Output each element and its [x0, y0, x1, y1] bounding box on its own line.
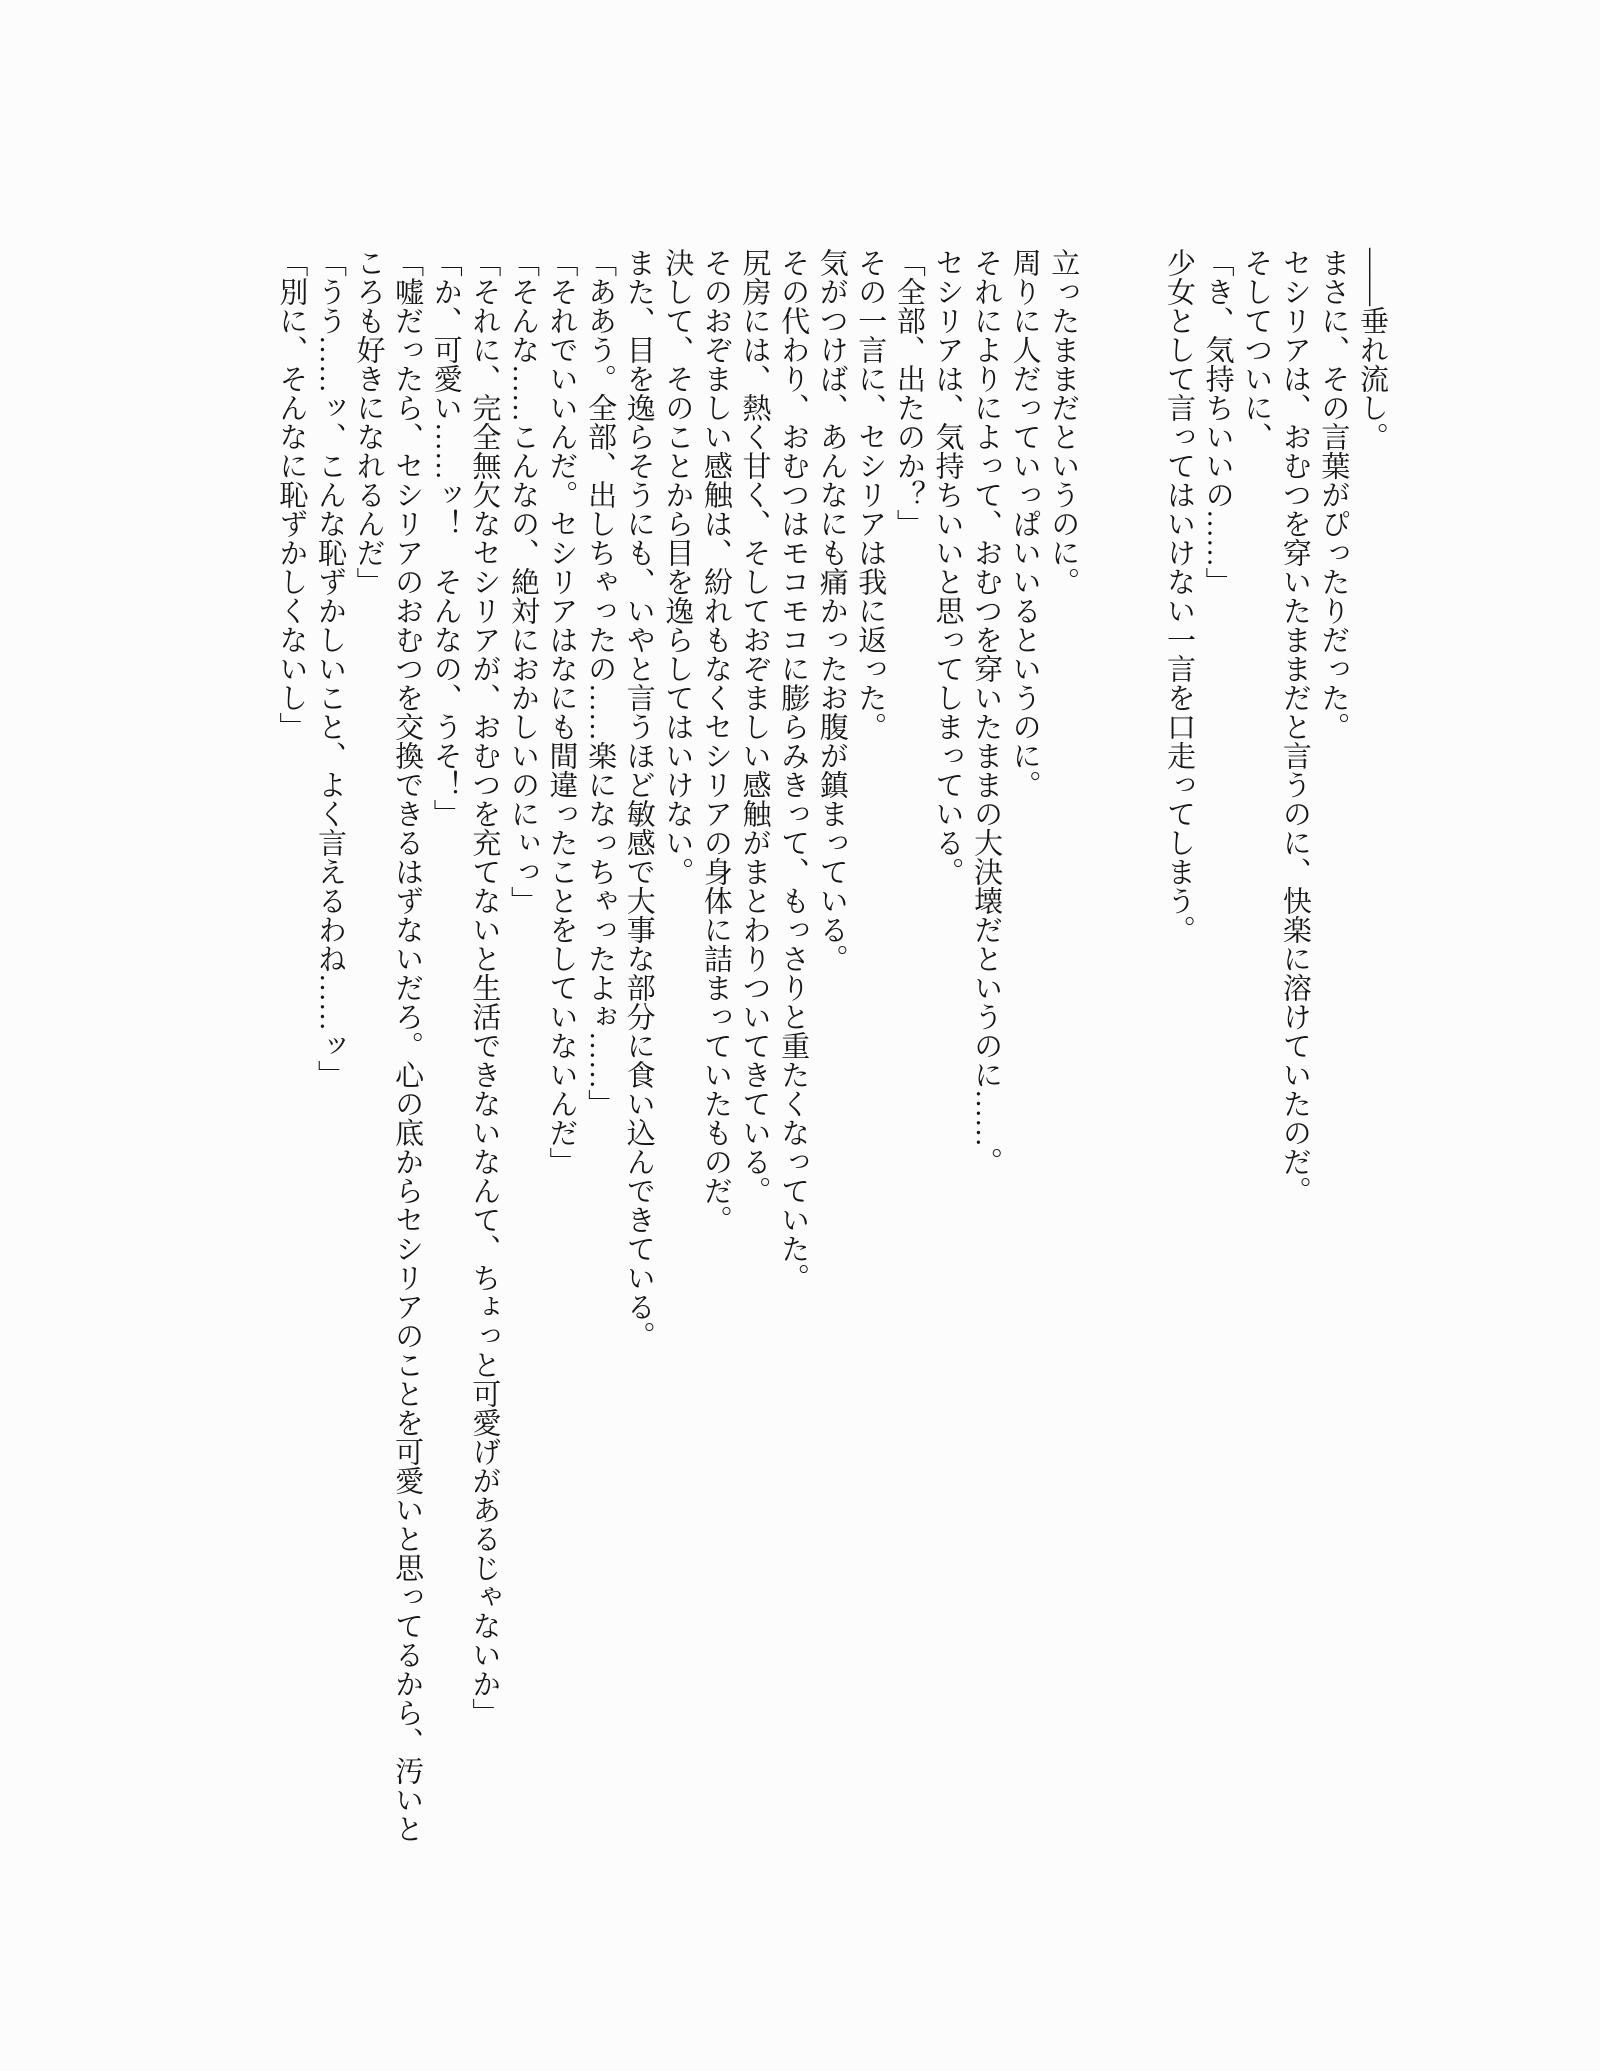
blank-line — [1082, 248, 1121, 1853]
text-line: 尻房には、熱く甘く、そしておぞましい感触がまとわりついてきている。 — [738, 248, 771, 1205]
text-line: セシリアは、気持ちいいと思ってしまっている。 — [931, 248, 964, 886]
text-line: それによりによって、おむつを穿いたままの大決壊だというのに……。 — [970, 248, 1003, 1176]
text-line: 少女として言ってはいけない一言を口走ってしまう。 — [1163, 248, 1196, 944]
text-line: 「それに、完全無欠なセシリアが、おむつを充てないと生活できないなんて、ちょっと可愛げがあるじゃないか」 — [468, 248, 501, 1727]
text-line: その一言に、セシリアは我に返った。 — [854, 248, 887, 741]
text-line: 「ああう。全部、出しちゃったの……楽になっちゃったよぉ……」 — [584, 248, 617, 1118]
text-line: そのおぞましい感触は、紛れもなくセシリアの身体に詰まっていたものだ。 — [699, 248, 732, 1234]
text-line: その代わり、おむつはモコモコに膨らみきって、もっさりと重たくなっていた。 — [777, 248, 810, 1292]
text-line: 周りに人だっていっぱいいるというのに。 — [1008, 248, 1041, 799]
text-line: 「嘘だったら、セシリアのおむつを交換できるはずないだろ。心の底からセシリアのことを可愛いと思ってるから、汚いところも好きになれるんだ」 — [352, 248, 424, 1843]
text-line: また、目を逸らそうにも、いやと言うほど敏感で大事な部分に食い込んできている。 — [622, 248, 655, 1350]
text-block — [272, 248, 1391, 1853]
text-line: 気がつけば、あんなにも痛かったお腹が鎮まっている。 — [815, 248, 848, 973]
text-line: 「それでいいんだ。セシリアはなにも間違ったことをしていないんだ」 — [545, 248, 578, 1176]
text-line: まさに、その言葉がぴったりだった。 — [1317, 248, 1350, 741]
text-line: 決して、そのことから目を逸らしてはいけない。 — [661, 248, 694, 886]
text-line: 立ったままだというのに。 — [1047, 248, 1080, 596]
text-line: そしてついに、 — [1240, 248, 1273, 451]
text-line: 「全部、出たのか？」 — [892, 248, 925, 538]
text-line: 「別に、そんなに恥ずかしくないし」 — [275, 248, 308, 741]
text-line: ——垂れ流し。 — [1356, 248, 1388, 451]
text-line: セシリアは、おむつを穿いたままだと言うのに、快楽に溶けていたのだ。 — [1278, 248, 1311, 1205]
text-line: 「そんな……こんなの、絶対におかしいのにぃっ」 — [506, 248, 539, 915]
blank-line — [1121, 248, 1160, 1853]
text-line: 「き、気持ちいいの……」 — [1201, 248, 1234, 596]
text-line: 「か、可愛い……ッ！ そんなの、うそ！」 — [429, 248, 462, 828]
text-line: 「うう……ッ、こんな恥ずかしいこと、よく言えるわね……ッ」 — [313, 248, 346, 1089]
